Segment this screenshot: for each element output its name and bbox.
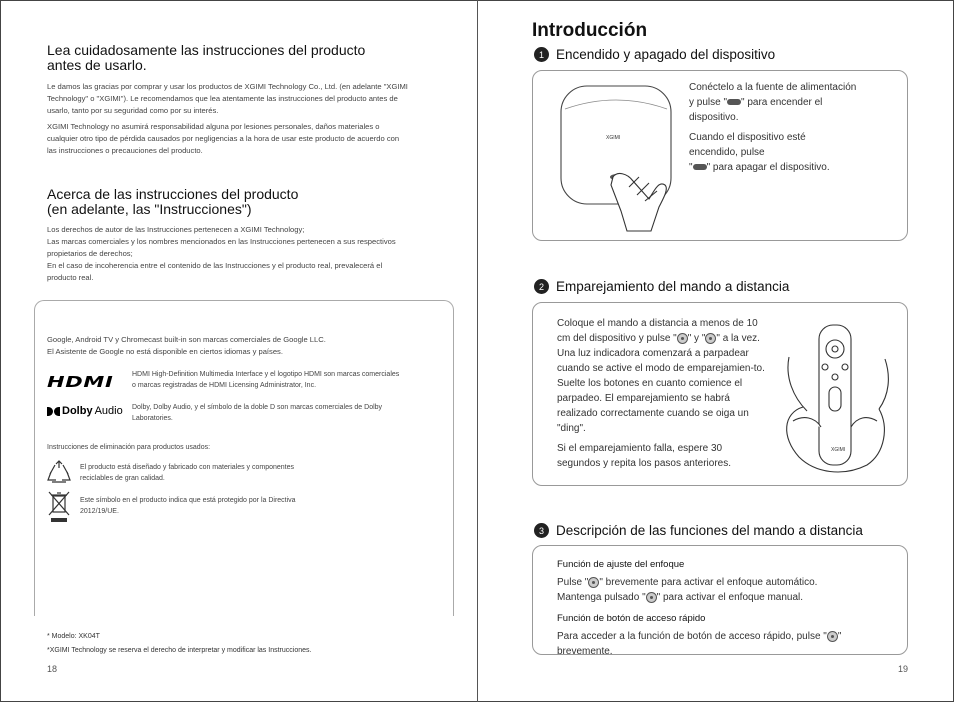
remote-brand-label: XGIMI [831,447,846,453]
focus-long-pre: Mantenga pulsado " [557,592,646,603]
google-trademark [47,334,409,358]
rights-paragraph [47,224,409,284]
power-text [689,80,857,180]
pairing-text [557,316,765,476]
intro-title: Introducción [532,20,648,41]
power-on-text [689,80,857,125]
remote-hand-illustration [763,317,903,479]
section-3-heading [534,523,863,538]
section-2-title: Emparejamiento del mando a distancia [556,279,790,294]
thanks-paragraph: Le damos las gracias por comprar y usar los productos de XGIMI Technology Co., Ltd. (en adelante "XGIMI Technology" o "XGIMI"). Le recomendamos que lea atentamente las instrucciones del producto antes de usarlo, tanto por su seguridad como por su interés. [47,82,408,115]
model-footnote: * Modelo: XK04T [47,633,100,640]
section-number-3: 3 [534,523,549,538]
back-button-icon [677,333,688,344]
pairing-pre: Coloque el mando a distancia a menos de 10 cm del dispositivo y pulse " [557,318,758,344]
power-off-pre: " [689,162,693,173]
focus-long-press [557,590,897,605]
google-line-1: Google, Android TV y Chromecast built-in son marcas comerciales de Google LLC. [47,335,326,344]
shortcut-button-icon [827,631,838,642]
disposal-label: Instrucciones de eliminación para productos usados: [47,444,211,451]
power-on-post: " para encender el dispositivo. [689,97,823,123]
projector-illustration [547,81,707,236]
power-off-text [689,130,857,175]
remote-functions-box [532,545,908,655]
pairing-retry-text: Si el emparejamiento falla, espere 30 segundos y repita los pasos anteriores. [557,443,731,469]
dolby-audio-logo [47,405,123,417]
about-instructions-heading [47,187,298,217]
focus-short-pre: Pulse " [557,577,589,588]
section-number-2: 2 [534,279,549,294]
pairing-instructions [557,316,765,436]
shortcut-press [557,629,897,659]
intro-paragraphs [47,81,409,161]
shortcut-pre: Para acceder a la función de botón de acceso rápido, pulse " [557,631,827,642]
power-off-post: " para apagar el dispositivo. [706,162,830,173]
pairing-mid: " y " [687,333,706,344]
focus-short-press [557,575,897,590]
heading-line-2: (en adelante, las "Instrucciones") [47,201,252,217]
reserve-rights-footnote: *XGIMI Technology se reserva el derecho de interpretar y modificar las Instrucciones. [47,647,312,654]
google-line-2: El Asistente de Google no está disponible en ciertos idiomas y países. [47,347,283,356]
section-1-title: Encendido y apagado del dispositivo [556,47,776,62]
heading-line-1: Acerca de las instrucciones del producto [47,186,299,202]
hdmi-logo: HDMI [47,373,114,391]
focus-short-post: " brevemente para activar el enfoque automático. [599,577,818,588]
page-19 [478,0,954,702]
remote-functions-text [557,557,897,659]
focus-long-post: " para activar el enfoque manual. [656,592,804,603]
power-on-line-1: Conéctelo a la fuente de alimentación [689,82,857,93]
shortcut-function-heading: Función de botón de acceso rápido [557,613,706,624]
recycle-text: El producto está diseñado y fabricado con materiales y componentes reciclables de gran calidad. [80,464,295,482]
page-number-left: 18 [47,664,58,674]
focus-function-heading: Función de ajuste del enfoque [557,559,685,570]
recycle-icon [47,460,71,486]
power-on-pre: y pulse " [689,97,728,108]
dolby-trademark-text: Dolby, Dolby Audio, y el símbolo de la doble D son marcas comerciales de Dolby Laboratories. [132,404,383,422]
pairing-post: " a la vez. Una luz indicadora comenzará a parpadear cuando se active el modo de emparejamien-to. Suelte los botones en cuanto comience el parpadeo. El emparejamiento se habrá realizado correctamente cuando se oiga un "ding". [557,333,765,434]
power-box [532,70,908,241]
section-number-1: 1 [534,47,549,62]
rights-line-1: Los derechos de autor de las Instrucciones pertenecen a XGIMI Technology; [47,225,305,234]
section-2-heading [534,279,789,294]
power-button-icon [727,99,741,105]
power-off-line-1: Cuando el dispositivo esté encendido, pulse [689,132,806,158]
dolby-double-d-icon [47,407,60,416]
weee-text: Este símbolo en el producto indica que está protegido por la Directiva 2012/19/UE. [80,497,296,515]
crossed-bin-icon [47,490,71,524]
pairing-box [532,302,908,486]
home-button-icon [705,333,716,344]
page-number-right: 19 [898,664,909,674]
dolby-word: Dolby [62,405,93,417]
focus-button-icon [646,592,657,603]
instructions-heading: Lea cuidadosamente las instrucciones del producto antes de usarlo. [47,42,366,73]
power-button-icon [693,164,707,170]
focus-button-icon [588,577,599,588]
projector-brand-label: XGIMI [606,135,621,141]
dolby-audio-word: Audio [94,405,123,417]
rights-line-3: En el caso de incoherencia entre el contenido de las Instrucciones y el producto real, prevalecerá el producto real. [47,261,383,282]
section-1-heading [534,47,775,62]
shortcut-post: " brevemente. [557,631,842,657]
rights-line-2: Las marcas comerciales y los nombres mencionados en las Instrucciones pertenecen a sus respectivos propietarios de derechos; [47,237,396,258]
section-3-title: Descripción de las funciones del mando a distancia [556,523,863,538]
liability-paragraph: XGIMI Technology no asumirá responsabilidad alguna por lesiones personales, daños materiales o cualquier otro tipo de pérdida causados por negligencias a la hora de usar este producto de acuerdo con las instrucciones o precauciones del producto. [47,122,400,155]
hdmi-trademark-text: HDMI High-Definition Multimedia Interface y el logotipo HDMI son marcas comerciales o marcas registradas de HDMI Licensing Administrator, Inc. [132,371,400,389]
